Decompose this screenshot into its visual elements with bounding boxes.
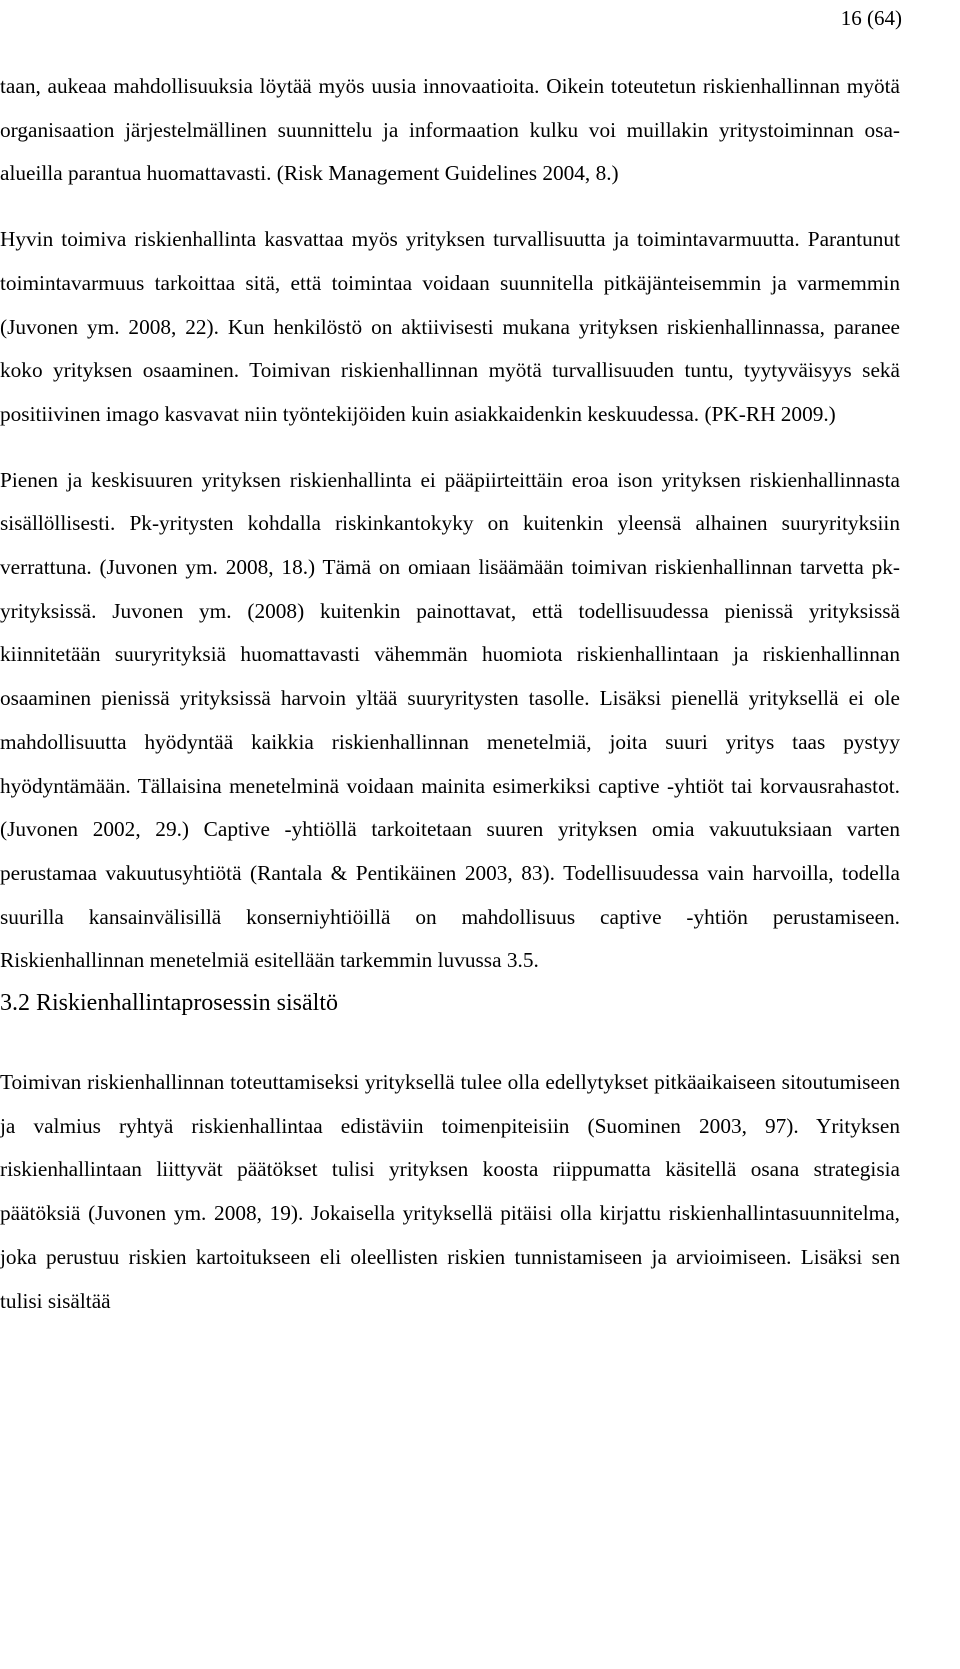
body-paragraph-3: Pienen ja keskisuuren yrityksen riskienhallinta ei pääpiirteittäin eroa ison yrityksen riskienhallinnasta sisällöllisesti. Pk-yritysten kohdalla riskinkantokyky on kuitenkin yleensä alhainen suuryrityksiin verrattuna. (Juvonen ym. 2008, 18.) Tämä on omiaan lisäämään toimivan riskienhallinnan tarvetta pk-yrityksissä. Juvonen ym. (2008) kuitenkin painottavat, että todellisuudessa pienissä yrityksissä kiinnitetään suuryrityksiä huomattavasti vähemmän huomiota riskienhallintaan ja riskienhallinnan osaaminen pienissä yrityksissä harvoin yltää suuryritysten tasolle. Lisäksi pienellä yrityksellä ei ole mahdollisuutta hyödyntää kaikkia riskienhallinnan menetelmiä, joita suuri yritys taas pystyy hyödyntämään. Tällaisina menetelminä voidaan mainita esimerkiksi captive -yhtiöt tai korvausrahastot. (Juvonen 2002, 29.) Captive -yhtiöllä tarkoitetaan suuren yrityksen omia vakuutuksiaan varten perustamaa vakuutusyhtiötä (Rantala & Pentikäinen 2003, 83). Todellisuudessa vain harvoilla, todella suurilla kansainvälisillä konserniyhtiöillä on mahdollisuus captive -yhtiön perustamiseen. Riskienhallinnan menetelmiä esitellään tarkemmin luvussa 3.5. bbox=[0, 467, 900, 973]
body-paragraph-2: Hyvin toimiva riskienhallinta kasvattaa myös yrityksen turvallisuutta ja toimintavarmuutta. Parantunut toimintavarmuus tarkoittaa sitä, että toimintaa voidaan suunnitella pitkäjänteisemmin ja varmemmin (Juvonen ym. 2008, 22). Kun henkilöstö on aktiivisesti mukana yrityksen riskienhallinnassa, paranee koko yrityksen osaaminen. Toimivan riskienhallinnan myötä turvallisuuden tuntu, tyytyväisyys sekä positiivinen imago kasvavat niin työntekijöiden kuin asiakkaidenkin keskuudessa. (PK-RH 2009.) bbox=[0, 227, 900, 426]
section-paragraph: Toimivan riskienhallinnan toteuttamiseksi yrityksellä tulee olla edellytykset pitkäaikaiseen sitoutumiseen ja valmius ryhtyä riskienhallintaa edistäviin toimenpiteisiin (Suominen 2003, 97). Yrityksen riskienhallintaan liittyvät päätökset tulisi yrityksen koosta riippumatta käsitellä osana strategisia päätöksiä (Juvonen ym. 2008, 19). Jokaisella yrityksellä pitäisi olla kirjattu riskienhallintasuunnitelma, joka perustuu riskien kartoitukseen eli oleellisten riskien tunnistamiseen ja arvioimiseen. Lisäksi sen tulisi sisältää bbox=[0, 1070, 900, 1313]
page-number: 16 (64) bbox=[840, 6, 902, 30]
body-paragraph-1: taan, aukeaa mahdollisuuksia löytää myös uusia innovaatioita. Oikein toteutetun riskienhallinnan myötä organisaation järjestelmällinen suunnittelu ja informaation kulku voi muillakin yritystoiminnan osa-alueilla parantua huomattavasti. (Risk Management Guidelines 2004, 8.) bbox=[0, 74, 900, 186]
section-heading: 3.2 Riskienhallintaprosessin sisältö bbox=[0, 990, 338, 1017]
document-body bbox=[0, 65, 900, 1323]
